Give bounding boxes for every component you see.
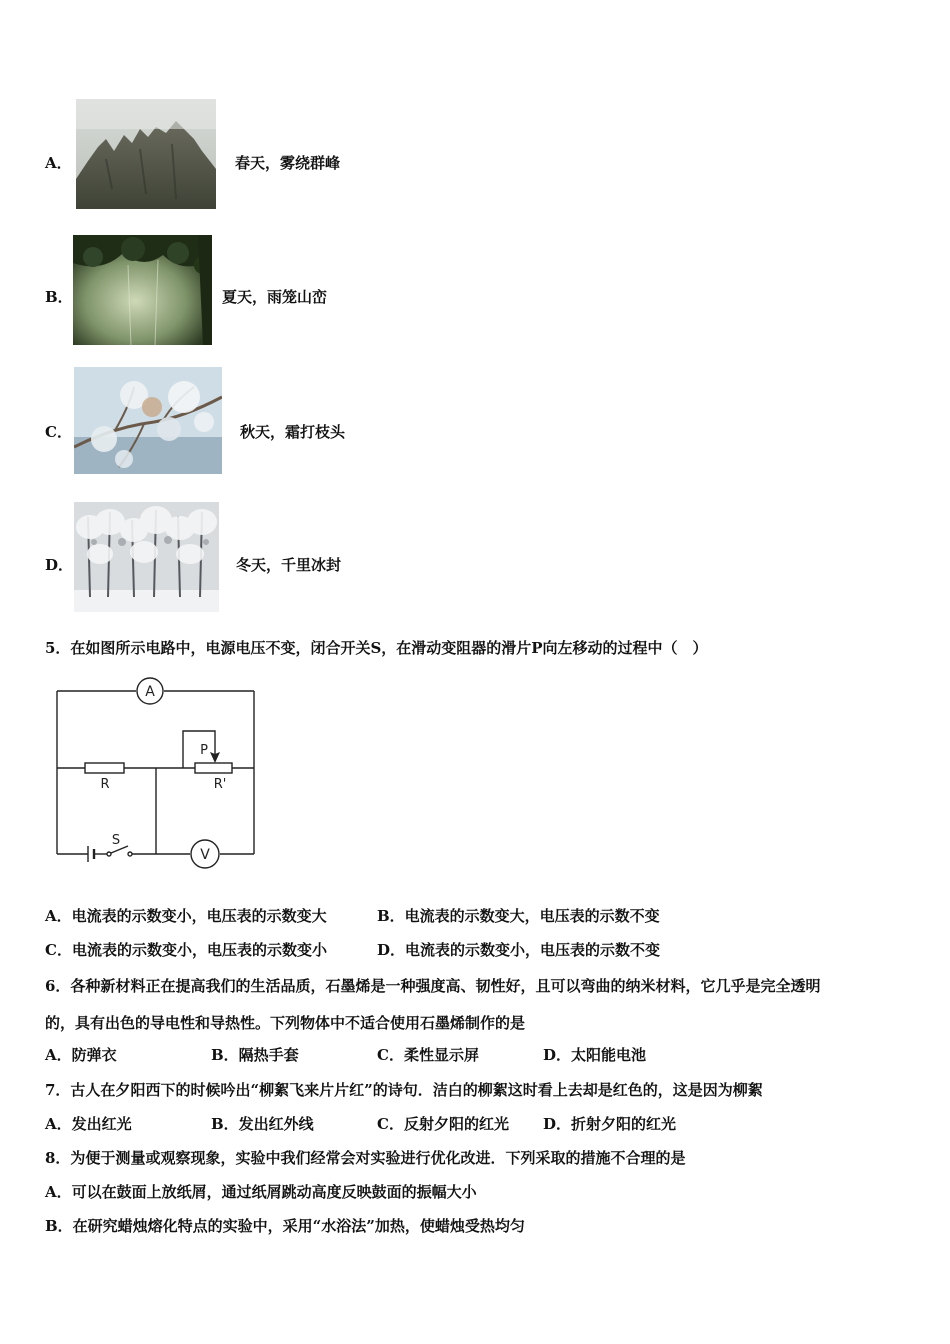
frosted-branch-photo (74, 367, 222, 474)
q5-option-a: A．电流表的示数变小，电压表的示数变大 (45, 907, 327, 925)
q4-option-c-letter: C． (45, 423, 72, 441)
q7-option-b: B．发出红外线 (211, 1115, 314, 1133)
resistor-r-symbol (85, 763, 124, 773)
q6-option-d: D．太阳能电池 (543, 1046, 647, 1064)
switch-s-label: S (111, 833, 121, 848)
q8-stem: 8．为便于测量或观察现象，实验中我们经常会对实验进行优化改进．下列采取的措施不合理的是 (45, 1149, 686, 1167)
voltmeter-label: V (200, 847, 210, 863)
q6-option-a: A．防弹衣 (45, 1046, 117, 1064)
q4-option-d-letter: D． (45, 556, 74, 574)
frozen-trees-photo (74, 502, 219, 612)
rheostat-label: R' (213, 777, 227, 792)
slider-p-label: P (200, 743, 208, 758)
q4-option-a-caption: 春天，雾绕群峰 (235, 154, 341, 172)
q5-option-c: C．电流表的示数变小，电压表的示数变小 (45, 941, 327, 959)
q7-option-a: A．发出红光 (45, 1115, 132, 1133)
resistor-r-label: R (100, 777, 110, 792)
q4-option-c-caption: 秋天，霜打枝头 (240, 423, 346, 441)
battery-symbol (88, 846, 94, 862)
q8-option-a: A．可以在鼓面上放纸屑，通过纸屑跳动高度反映鼓面的振幅大小 (45, 1183, 477, 1201)
q4-option-b-letter: B． (45, 288, 73, 306)
rainy-forest-photo (73, 235, 212, 345)
q7-option-d: D．折射夕阳的红光 (543, 1115, 677, 1133)
q6-stem-line1: 6．各种新材料正在提高我们的生活品质，石墨烯是一种强度高、韧性好，且可以弯曲的纳米材料，它几乎是完全透明 (45, 977, 821, 995)
q5-option-b: B．电流表的示数变大，电压表的示数不变 (377, 907, 660, 925)
q4-option-b-caption: 夏天，雨笼山峦 (222, 288, 328, 306)
q7-option-c: C．反射夕阳的红光 (377, 1115, 509, 1133)
q4-option-d-caption: 冬天，千里冰封 (236, 556, 342, 574)
q8-option-b: B．在研究蜡烛熔化特点的实验中，采用“水浴法”加热，使蜡烛受热均匀 (45, 1217, 525, 1235)
misty-peaks-photo (76, 99, 216, 209)
q4-option-a-letter: A． (45, 154, 72, 172)
circuit-diagram (50, 672, 265, 870)
q6-option-c: C．柔性显示屏 (377, 1046, 479, 1064)
rheostat-symbol (195, 763, 232, 773)
q6-stem-line2: 的，具有出色的导电性和导热性。下列物体中不适合使用石墨烯制作的是 (45, 1014, 526, 1032)
ammeter-label: A (145, 684, 155, 700)
q5-stem: 5．在如图所示电路中，电源电压不变，闭合开关S，在滑动变阻器的滑片P向左移动的过程中（ ） (45, 639, 708, 657)
q5-option-d: D．电流表的示数变小，电压表的示数不变 (377, 941, 661, 959)
q6-option-b: B．隔热手套 (211, 1046, 299, 1064)
q7-stem: 7．古人在夕阳西下的时候吟出“柳絮飞来片片红”的诗句．洁白的柳絮这时看上去却是红色的，这是因为柳絮 (45, 1081, 763, 1099)
